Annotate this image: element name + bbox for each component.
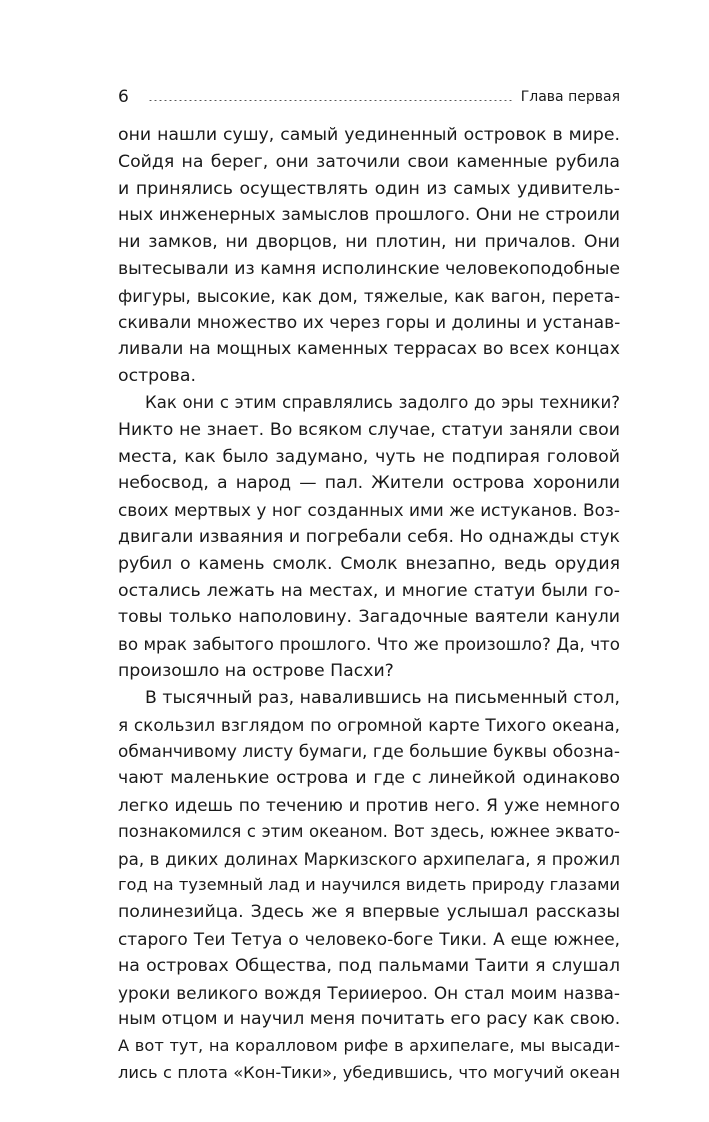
text-line: рубил о камень смолк. Смолк внезапно, ведь орудия — [118, 553, 620, 574]
text-line: Сойдя на берег, они заточили свои каменные рубила — [118, 151, 620, 172]
text-line: лись с плота «Кон-Тики», убедившись, что могучий океан — [118, 1062, 620, 1082]
text-line: скивали множество их через горы и долины и устанав- — [118, 312, 621, 333]
text-line: и принялись осуществлять один из самых удивитель- — [118, 178, 620, 199]
text-line: небосвод, а народ — пал. Жители острова хоронили — [118, 473, 620, 494]
text-line: остались лежать на местах, и многие статуи были го- — [118, 580, 620, 601]
text-line: места, как было задумано, чуть не подпирая головой — [118, 446, 620, 467]
text-line: ра, в диких долинах Маркизского архипелага, я прожил — [118, 848, 620, 869]
text-line: чают маленькие острова и где с линейкой одинаково — [118, 768, 620, 789]
text-line: ным отцом и научил меня почитать его расу как свою. — [118, 1009, 621, 1030]
text-line: обманчивому листу бумаги, где большие буквы обозна- — [118, 741, 620, 762]
text-line: фигуры, высокие, как дом, тяжелые, как вагон, перета- — [118, 285, 620, 306]
text-line: товы только наполовину. Загадочные ваятели канули — [118, 607, 620, 628]
text-line: уроки великого вождя Терииероо. Он стал моим назва- — [118, 982, 620, 1003]
text-line: во мрак забытого прошлого. Что же произошло? Да, что — [118, 634, 620, 655]
text-line: А вот тут, на коралловом рифе в архипелаге, мы высади- — [118, 1036, 620, 1056]
text-line: полинезийца. Здесь же я впервые услышал рассказы — [118, 902, 620, 923]
text-line: я скользил взглядом по огромной карте Тихого океана, — [118, 714, 620, 735]
text-line: ливали на мощных каменных террасах во всех концах — [118, 339, 620, 360]
text-line: на островах Общества, под пальмами Таити я слушал — [118, 955, 620, 976]
text-line: старого Теи Тетуа о человеко-боге Тики. А еще южнее, — [118, 928, 620, 949]
text-line: своих мертвых у ног созданных ими же истуканов. Воз- — [118, 500, 620, 521]
text-line: они нашли сушу, самый уединенный островок в мире. — [118, 125, 620, 145]
text-line: Никто не знает. Во всяком случае, статуи заняли свои — [118, 419, 620, 440]
text-line: произошло на острове Пасхи? — [118, 660, 394, 681]
text-line: ных инженерных замыслов прошлого. Они не строили — [118, 205, 620, 226]
text-line: легко идешь по течению и против него. Я уже немного — [118, 794, 620, 815]
text-line: ни замков, ни дворцов, ни плотин, ни причалов. Они — [118, 232, 620, 253]
text-line: Как они с этим справлялись задолго до эры техники? — [145, 392, 620, 412]
text-line: вытесывали из камня исполинские человекоподобные — [118, 258, 620, 279]
text-line: год на туземный лад и научился видеть природу глазами — [118, 875, 620, 895]
text-line: познакомился с этим океаном. Вот здесь, южнее эквато- — [118, 821, 620, 841]
text-line: В тысячный раз, навалившись на письменный стол, — [145, 687, 620, 708]
text-line: двигали изваяния и погребали себя. Но однажды стук — [118, 526, 620, 547]
page-number: 6 — [118, 87, 129, 107]
body-text — [118, 122, 620, 1087]
chapter-title: Глава первая — [520, 89, 620, 105]
header-dotted-rule — [148, 97, 513, 103]
text-line: острова. — [118, 366, 196, 387]
running-header — [118, 86, 620, 108]
